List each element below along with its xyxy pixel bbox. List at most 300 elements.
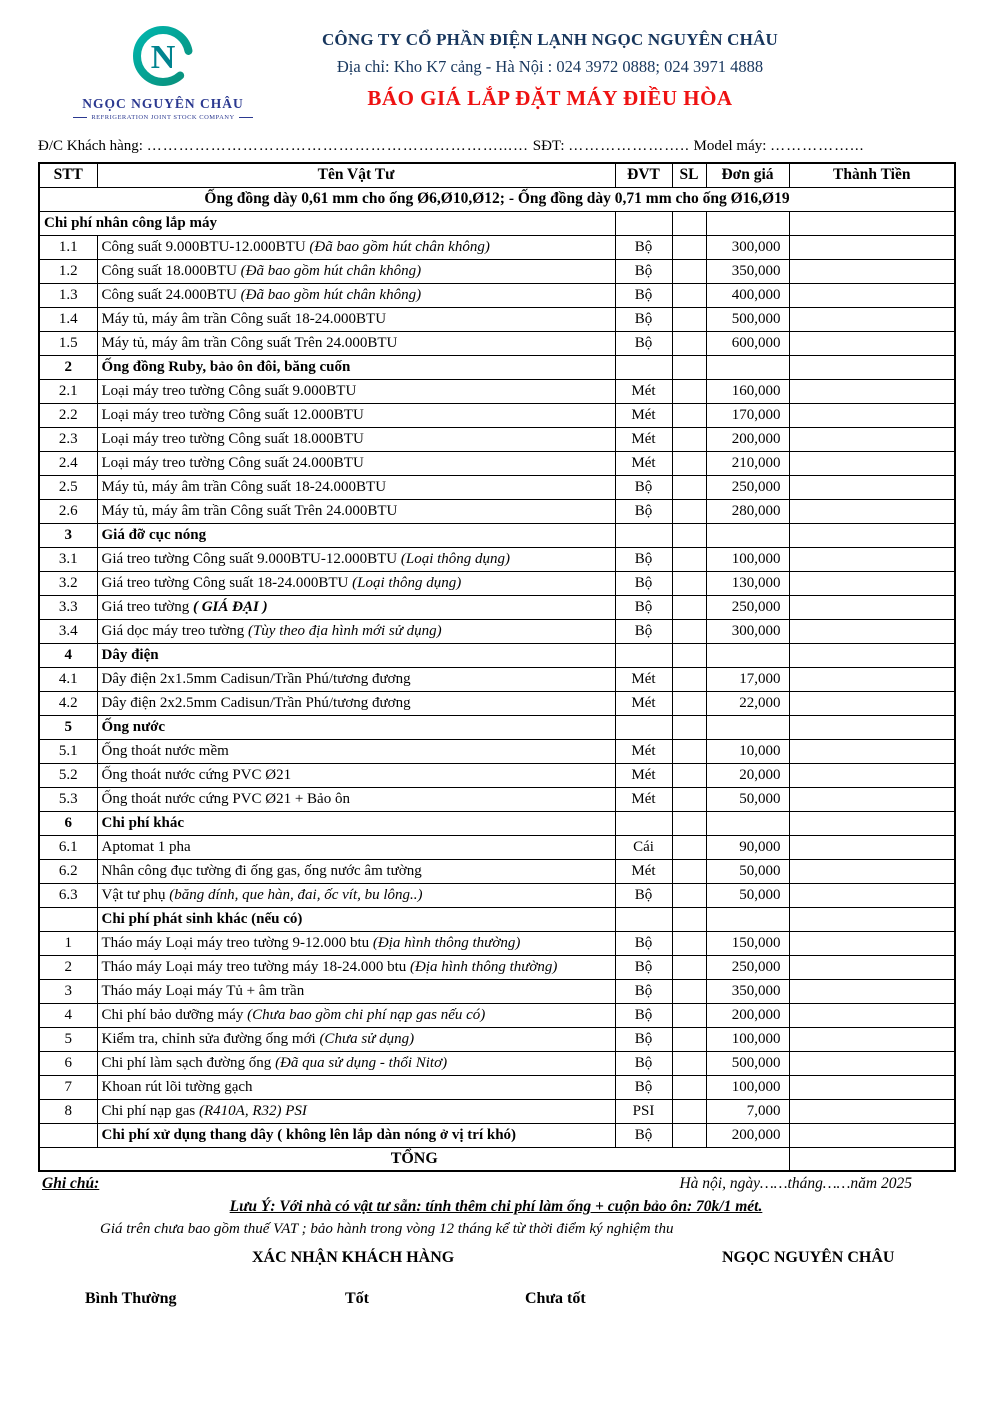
qty-cell: [672, 499, 706, 523]
unit-cell: Mét: [615, 403, 672, 427]
stt-cell: 4: [39, 1003, 97, 1027]
col-header-stt: STT: [39, 163, 97, 187]
customer-info-line: [38, 138, 954, 158]
total-cell: [789, 307, 955, 331]
stt-cell: 5.2: [39, 763, 97, 787]
total-cell: [789, 859, 955, 883]
qty-cell: [672, 835, 706, 859]
table-row: [39, 547, 955, 571]
stt-cell: 4: [39, 643, 97, 667]
total-cell: [789, 619, 955, 643]
item-note: (Tùy theo địa hình mới sử dụng): [247, 622, 442, 639]
item-note: (Địa hình thông thường): [410, 958, 558, 975]
item-name: Chi phí xử dụng thang dây ( không lên lắp dàn nóng ở vị trí khó): [101, 1126, 517, 1143]
stt-cell: 3.4: [39, 619, 97, 643]
item-name: Ống thoát nước cứng PVC Ø21: [101, 766, 292, 783]
price-cell: 50,000: [706, 883, 789, 907]
price-cell: 350,000: [706, 259, 789, 283]
total-cell: [789, 931, 955, 955]
model-fill-line: ……………...: [770, 138, 865, 154]
total-cell: [789, 547, 955, 571]
unit-cell: Mét: [615, 667, 672, 691]
price-cell: 100,000: [706, 547, 789, 571]
stt-cell: 6.2: [39, 859, 97, 883]
item-name-cell: [97, 1123, 615, 1147]
total-cell: [789, 787, 955, 811]
stt-cell: 5.1: [39, 739, 97, 763]
quote-table: [38, 162, 956, 1172]
stt-cell: 4.1: [39, 667, 97, 691]
price-cell: [706, 643, 789, 667]
total-cell: [789, 355, 955, 379]
qty-cell: [672, 283, 706, 307]
table-row: [39, 259, 955, 283]
qty-cell: [672, 619, 706, 643]
item-note: (băng dính, que hàn, đai, ốc vít, bu lông..): [169, 886, 423, 903]
stt-cell: 3: [39, 523, 97, 547]
unit-cell: Bộ: [615, 1003, 672, 1027]
price-cell: 17,000: [706, 667, 789, 691]
qty-cell: [672, 1003, 706, 1027]
item-name: Công suất 18.000BTU: [101, 262, 241, 279]
price-cell: 250,000: [706, 955, 789, 979]
total-cell: [789, 835, 955, 859]
item-name-cell: [97, 1099, 615, 1123]
qty-cell: [672, 571, 706, 595]
item-name: Loại máy treo tường Công suất 24.000BTU: [101, 454, 364, 471]
pipe-spec-banner: Ống đồng dày 0,61 mm cho ống Ø6,Ø10,Ø12; - Ống đồng dày 0,71 mm cho ống Ø16,Ø19: [39, 187, 955, 211]
price-cell: 50,000: [706, 787, 789, 811]
table-row: [39, 523, 955, 547]
table-row: [39, 307, 955, 331]
stt-cell: 3.2: [39, 571, 97, 595]
qty-cell: [672, 787, 706, 811]
price-cell: 200,000: [706, 1003, 789, 1027]
item-name-cell: [97, 475, 615, 499]
quality-rating-row: [38, 1290, 954, 1312]
table-row: [39, 571, 955, 595]
logo-rule-left: [73, 117, 87, 118]
total-cell: [789, 235, 955, 259]
total-cell: [789, 1147, 955, 1171]
item-note: (Chưa sử dụng): [319, 1030, 415, 1047]
stt-cell: 6.1: [39, 835, 97, 859]
price-cell: 200,000: [706, 1123, 789, 1147]
section-title-cell: Chi phí phát sinh khác (nếu có): [97, 907, 615, 931]
item-name: Giá treo tường Công suất 18-24.000BTU: [101, 574, 353, 591]
total-cell: [789, 427, 955, 451]
phone-label: SĐT:: [532, 138, 565, 154]
price-cell: 160,000: [706, 379, 789, 403]
item-name: Ống thoát nước cứng PVC Ø21 + Bảo ôn: [101, 790, 350, 807]
stt-cell: 1.5: [39, 331, 97, 355]
qty-cell: [672, 1051, 706, 1075]
unit-cell: Bộ: [615, 979, 672, 1003]
col-header-price: Đơn giá: [706, 163, 789, 187]
logo-subtitle: REFRIGERATION JOINT STOCK COMPANY: [91, 114, 235, 121]
table-row: [39, 1147, 955, 1171]
unit-cell: Bộ: [615, 931, 672, 955]
total-cell: [789, 739, 955, 763]
unit-cell: Mét: [615, 859, 672, 883]
total-cell: [789, 907, 955, 931]
table-row: [39, 595, 955, 619]
quality-option-not-good: Chưa tốt: [525, 1290, 586, 1307]
qty-cell: [672, 1075, 706, 1099]
item-name: Aptomat 1 pha: [101, 838, 191, 855]
table-row: [39, 787, 955, 811]
item-name-cell: [97, 499, 615, 523]
table-row: [39, 475, 955, 499]
item-note: (Đã bao gồm hút chân không): [240, 262, 422, 279]
price-cell: 170,000: [706, 403, 789, 427]
stt-cell: 6.3: [39, 883, 97, 907]
price-cell: 250,000: [706, 595, 789, 619]
item-name-cell: [97, 859, 615, 883]
col-header-unit: ĐVT: [615, 163, 672, 187]
section-title-cell: Ống đồng Ruby, bảo ôn đôi, băng cuốn: [97, 355, 615, 379]
unit-cell: [615, 643, 672, 667]
price-cell: 210,000: [706, 451, 789, 475]
qty-cell: [672, 451, 706, 475]
total-cell: [789, 763, 955, 787]
unit-cell: Bộ: [615, 283, 672, 307]
item-note: (R410A, R32) PSI: [199, 1102, 307, 1119]
total-cell: [789, 1075, 955, 1099]
unit-cell: Bộ: [615, 883, 672, 907]
vat-note: Giá trên chưa bao gồm thuế VAT ; bảo hành trong vòng 12 tháng kể từ thời điểm ký nghiệm thu: [100, 1221, 674, 1237]
item-name-cell: [97, 259, 615, 283]
table-row: [39, 1051, 955, 1075]
item-name: Giá dọc máy treo tường: [101, 622, 248, 639]
item-name: Loại máy treo tường Công suất 12.000BTU: [101, 406, 364, 423]
total-cell: [789, 475, 955, 499]
item-note: (Đã bao gồm hút chân không): [240, 286, 422, 303]
total-cell: [789, 883, 955, 907]
stt-cell: 2.4: [39, 451, 97, 475]
table-row: [39, 331, 955, 355]
unit-cell: [615, 355, 672, 379]
stt-cell: 3.1: [39, 547, 97, 571]
price-cell: 200,000: [706, 427, 789, 451]
table-row: [39, 427, 955, 451]
price-cell: 250,000: [706, 475, 789, 499]
table-row: [39, 715, 955, 739]
price-cell: 100,000: [706, 1027, 789, 1051]
unit-cell: [615, 715, 672, 739]
unit-cell: Bộ: [615, 1123, 672, 1147]
item-name: Loại máy treo tường Công suất 18.000BTU: [101, 430, 364, 447]
qty-cell: [672, 643, 706, 667]
header-text-block: [130, 30, 970, 111]
total-cell: [789, 523, 955, 547]
item-name-cell: [97, 691, 615, 715]
company-name: CÔNG TY CỔ PHẦN ĐIỆN LẠNH NGỌC NGUYÊN CHÂU: [321, 30, 779, 49]
qty-cell: [672, 739, 706, 763]
qty-cell: [672, 259, 706, 283]
total-cell: [789, 1003, 955, 1027]
stt-cell: 2.5: [39, 475, 97, 499]
unit-cell: Mét: [615, 691, 672, 715]
price-cell: 100,000: [706, 1075, 789, 1099]
item-name-cell: [97, 547, 615, 571]
model-label: Model máy:: [693, 138, 767, 154]
total-cell: [789, 955, 955, 979]
item-note: (Đã bao gồm hút chân không): [309, 238, 490, 255]
item-name-cell: [97, 427, 615, 451]
customer-fill-line: …………………………………………………………...…: [146, 138, 529, 154]
item-name-cell: [97, 1003, 615, 1027]
date-line: Hà nội, ngày……tháng……năm 2025: [679, 1175, 912, 1192]
total-cell: [789, 667, 955, 691]
item-name-cell: [97, 787, 615, 811]
table-row: [39, 859, 955, 883]
item-name-cell: [97, 619, 615, 643]
item-name-cell: [97, 235, 615, 259]
unit-cell: Mét: [615, 451, 672, 475]
section-title-cell: Ống nước: [97, 715, 615, 739]
unit-cell: Bộ: [615, 547, 672, 571]
unit-cell: Bộ: [615, 1075, 672, 1099]
total-cell: [789, 595, 955, 619]
total-cell: [789, 691, 955, 715]
qty-cell: [672, 235, 706, 259]
total-cell: [789, 1123, 955, 1147]
total-cell: [789, 259, 955, 283]
item-name: Nhân công đục tường đi ống gas, ống nước âm tường: [101, 862, 422, 879]
unit-cell: PSI: [615, 1099, 672, 1123]
price-cell: 50,000: [706, 859, 789, 883]
item-name: Loại máy treo tường Công suất 9.000BTU: [101, 382, 357, 399]
total-cell: [789, 715, 955, 739]
table-row: [39, 739, 955, 763]
item-note: (Đã qua sử dụng - thổi Nitơ): [275, 1054, 448, 1071]
quality-option-good: Tốt: [345, 1290, 369, 1307]
qty-cell: [672, 1123, 706, 1147]
table-row: [39, 211, 955, 235]
quote-table-body: [39, 187, 955, 1171]
qty-cell: [672, 595, 706, 619]
logo-rule-right: [239, 117, 253, 118]
qty-cell: [672, 931, 706, 955]
qty-cell: [672, 355, 706, 379]
unit-cell: Bộ: [615, 955, 672, 979]
table-row: [39, 691, 955, 715]
item-name: Giá treo tường: [101, 598, 193, 615]
item-name: Dây điện 2x2.5mm Cadisun/Trần Phú/tương đương: [101, 694, 411, 711]
item-name: Chi phí nạp gas: [101, 1102, 199, 1119]
item-name: Tháo máy Loại máy treo tường 9-12.000 btu: [101, 934, 373, 951]
item-name: Máy tủ, máy âm trần Công suất 18-24.000BTU: [101, 478, 387, 495]
stt-cell: 1.3: [39, 283, 97, 307]
price-cell: 7,000: [706, 1099, 789, 1123]
item-name: Vật tư phụ: [101, 886, 170, 903]
table-row: [39, 283, 955, 307]
section-title-cell: Chi phí khác: [97, 811, 615, 835]
stt-cell: 5.3: [39, 787, 97, 811]
table-row: [39, 379, 955, 403]
warning-note: Lưu Ý: Với nhà có vật tư sẵn: tính thêm chi phí làm ống + cuộn bảo ôn: 70k/1 mét.: [229, 1198, 763, 1215]
item-name: Tháo máy Loại máy Tủ + âm trần: [101, 982, 305, 999]
stt-cell: 5: [39, 1027, 97, 1051]
item-name-cell: [97, 595, 615, 619]
table-row: [39, 1075, 955, 1099]
company-address: Địa chỉ: Kho K7 cảng - Hà Nội : 024 3972 0888; 024 3971 4888: [336, 57, 764, 76]
unit-cell: Bộ: [615, 1051, 672, 1075]
phone-fill-line: …………………..: [568, 138, 690, 154]
item-name: Công suất 9.000BTU-12.000BTU: [101, 238, 310, 255]
unit-cell: Mét: [615, 379, 672, 403]
item-name: Công suất 24.000BTU: [101, 286, 241, 303]
item-name: Tháo máy Loại máy treo tường máy 18-24.000 btu: [101, 958, 410, 975]
total-cell: [789, 211, 955, 235]
item-name-cell: [97, 451, 615, 475]
stt-cell: [39, 1123, 97, 1147]
logo-monogram: N: [150, 39, 176, 76]
item-name: Dây điện 2x1.5mm Cadisun/Trần Phú/tương đương: [101, 670, 411, 687]
table-row: [39, 979, 955, 1003]
table-row: [39, 811, 955, 835]
unit-cell: Bộ: [615, 571, 672, 595]
total-cell: [789, 283, 955, 307]
qty-cell: [672, 955, 706, 979]
price-cell: [706, 715, 789, 739]
item-name-cell: [97, 1051, 615, 1075]
item-name: Máy tủ, máy âm trần Công suất Trên 24.000BTU: [101, 334, 398, 351]
qty-cell: [672, 475, 706, 499]
total-cell: [789, 1051, 955, 1075]
qty-cell: [672, 1027, 706, 1051]
table-row: [39, 955, 955, 979]
item-name: Máy tủ, máy âm trần Công suất 18-24.000BTU: [101, 310, 387, 327]
document-title: BÁO GIÁ LẮP ĐẶT MÁY ĐIỀU HÒA: [367, 86, 733, 110]
total-cell: [789, 403, 955, 427]
stt-cell: 2.3: [39, 427, 97, 451]
item-note: (Chưa bao gồm chi phí nạp gas nếu có): [247, 1006, 486, 1023]
table-row: [39, 187, 955, 211]
item-note: (Địa hình thông thường): [372, 934, 521, 951]
price-cell: [706, 523, 789, 547]
unit-cell: Mét: [615, 427, 672, 451]
price-cell: 20,000: [706, 763, 789, 787]
table-row: [39, 1003, 955, 1027]
qty-cell: [672, 667, 706, 691]
table-row: [39, 1027, 955, 1051]
table-row: [39, 1123, 955, 1147]
table-row: [39, 355, 955, 379]
item-name: Giá treo tường Công suất 9.000BTU-12.000BTU: [101, 550, 401, 567]
table-row: [39, 907, 955, 931]
col-header-qty: SL: [672, 163, 706, 187]
qty-cell: [672, 763, 706, 787]
grand-total-cell: TỔNG: [39, 1147, 789, 1171]
stt-cell: 1: [39, 931, 97, 955]
unit-cell: Mét: [615, 787, 672, 811]
customer-label: Đ/C Khách hàng:: [38, 138, 143, 154]
stt-cell: 1.4: [39, 307, 97, 331]
qty-cell: [672, 883, 706, 907]
item-name-cell: [97, 763, 615, 787]
stt-cell: 2: [39, 355, 97, 379]
price-cell: 350,000: [706, 979, 789, 1003]
qty-cell: [672, 523, 706, 547]
stt-cell: 6: [39, 1051, 97, 1075]
unit-cell: Bộ: [615, 475, 672, 499]
stt-cell: 4.2: [39, 691, 97, 715]
price-cell: [706, 811, 789, 835]
table-row: [39, 1099, 955, 1123]
unit-cell: Bộ: [615, 331, 672, 355]
total-cell: [789, 331, 955, 355]
item-name: Máy tủ, máy âm trần Công suất Trên 24.000BTU: [101, 502, 398, 519]
price-cell: 400,000: [706, 283, 789, 307]
stt-cell: 1.2: [39, 259, 97, 283]
stt-cell: 2.2: [39, 403, 97, 427]
qty-cell: [672, 1099, 706, 1123]
item-name-cell: [97, 331, 615, 355]
unit-cell: Mét: [615, 763, 672, 787]
unit-cell: Bộ: [615, 259, 672, 283]
table-row: [39, 883, 955, 907]
table-row: [39, 643, 955, 667]
stt-cell: 6: [39, 811, 97, 835]
total-cell: [789, 1099, 955, 1123]
item-name: Chi phí làm sạch đường ống: [101, 1054, 276, 1071]
stt-cell: 8: [39, 1099, 97, 1123]
item-name-cell: [97, 1075, 615, 1099]
table-row: [39, 835, 955, 859]
unit-cell: Bộ: [615, 235, 672, 259]
unit-cell: [615, 523, 672, 547]
document-header: [38, 24, 954, 136]
item-name-cell: [97, 739, 615, 763]
section-title-cell: Chi phí nhân công lắp máy: [39, 211, 615, 235]
total-cell: [789, 811, 955, 835]
item-name-cell: [97, 571, 615, 595]
item-name: Kiểm tra, chỉnh sửa đường ống mới: [101, 1030, 320, 1047]
stt-cell: 2.1: [39, 379, 97, 403]
item-name-cell: [97, 1027, 615, 1051]
qty-cell: [672, 811, 706, 835]
unit-cell: Bộ: [615, 499, 672, 523]
table-row: [39, 235, 955, 259]
price-cell: 300,000: [706, 619, 789, 643]
qty-cell: [672, 979, 706, 1003]
stt-cell: 3.3: [39, 595, 97, 619]
customer-signature-label: XÁC NHẬN KHÁCH HÀNG: [252, 1249, 455, 1266]
notes-label: Ghi chú:: [42, 1175, 100, 1192]
qty-cell: [672, 379, 706, 403]
total-cell: [789, 1027, 955, 1051]
total-cell: [789, 571, 955, 595]
item-note: (Loại thông dụng): [352, 574, 462, 591]
qty-cell: [672, 547, 706, 571]
total-cell: [789, 499, 955, 523]
total-cell: [789, 451, 955, 475]
stt-cell: 5: [39, 715, 97, 739]
item-name: Ống thoát nước mềm: [101, 742, 229, 759]
price-cell: 600,000: [706, 331, 789, 355]
unit-cell: [615, 211, 672, 235]
item-name-cell: [97, 931, 615, 955]
price-cell: 22,000: [706, 691, 789, 715]
table-row: [39, 619, 955, 643]
unit-cell: Bộ: [615, 595, 672, 619]
total-cell: [789, 979, 955, 1003]
table-row: [39, 667, 955, 691]
item-name-cell: [97, 835, 615, 859]
price-cell: 300,000: [706, 235, 789, 259]
